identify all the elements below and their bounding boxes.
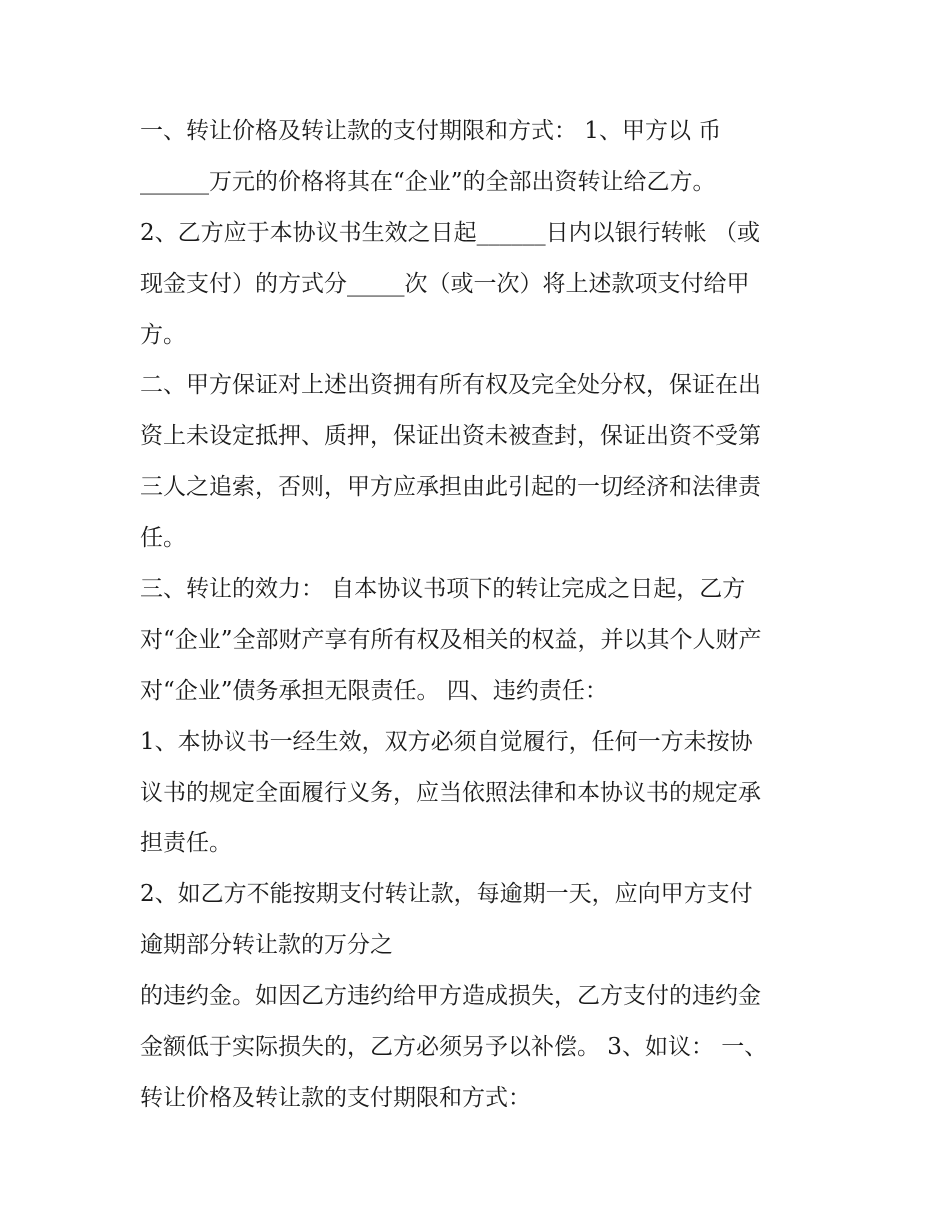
text-line: 的违约金。如因乙方违约给甲方造成损失，乙方支付的违约金 [140,983,761,1010]
text-line: 对“企业”债务承担无限责任。 四、违约责任： [140,677,608,704]
text-line: 二、甲方保证对上述出资拥有所有权及完全处分权，保证在出 [140,372,761,399]
text-line: 担责任。 [140,830,232,857]
text-line: 议书的规定全面履行义务，应当依照法律和本协议书的规定承 [140,779,761,806]
text-line: 三人之追索，否则，甲方应承担由此引起的一切经济和法律责 [140,474,761,501]
text-line: 一、转让价格及转让款的支付期限和方式： 1、甲方以 币 [140,118,722,144]
text-line: 方。 [140,321,186,348]
text-line: 资上未设定抵押、质押，保证出资未被查封，保证出资不受第 [140,423,761,450]
text-line: 2、乙方应于本协议书生效之日起______日内以银行转帐 （或 [140,219,760,246]
text-line: 金额低于实际损失的，乙方必须另予以补偿。 3、如议： 一、 [140,1034,768,1061]
text-line: 三、转让的效力： 自本协议书项下的转让完成之日起，乙方 [140,576,746,603]
text-line: 任。 [140,525,186,552]
text-line: 对“企业”全部财产享有所有权及相关的权益，并以其个人财产 [140,626,762,653]
text-line: 2、如乙方不能按期支付转让款，每逾期一天，应向甲方支付 [140,881,753,908]
text-line: 1、本协议书一经生效，双方必须自觉履行，任何一方未按协 [140,728,753,755]
document-body [140,106,820,1124]
text-line: ______万元的价格将其在“企业”的全部出资转让给乙方。 [140,168,716,195]
text-line: 转让价格及转让款的支付期限和方式： [140,1084,531,1111]
text-line: 现金支付）的方式分_____次（或一次）将上述款项支付给甲 [140,270,750,297]
text-line: 逾期部分转让款的万分之 [140,932,393,959]
